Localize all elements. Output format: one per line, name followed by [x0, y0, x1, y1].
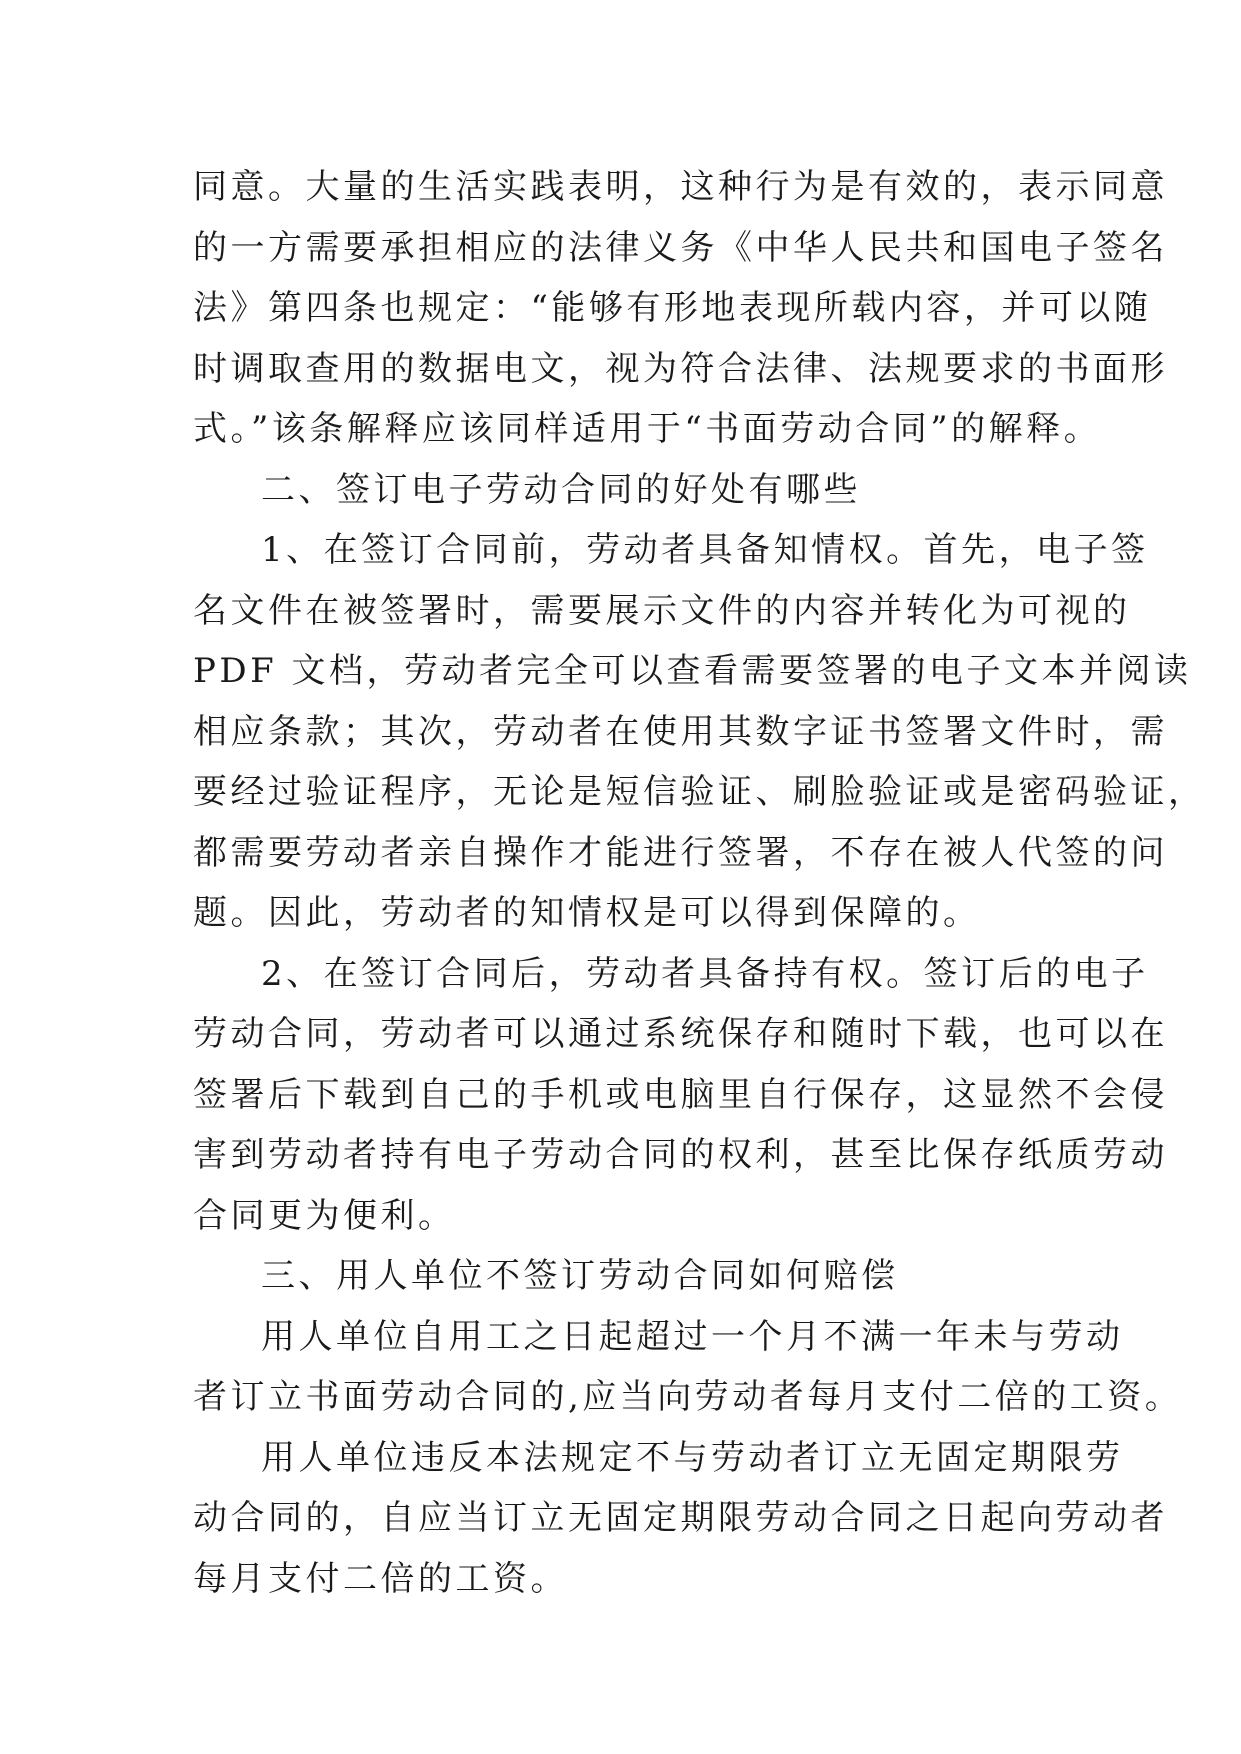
- text-line: 同意。大量的生活实践表明，这种行为是有效的，表示同意: [193, 167, 1168, 207]
- text-line: 式。”该条解释应该同样适用于“书面劳动合同”的解释。: [193, 409, 1102, 449]
- text-line: 相应条款；其次，劳动者在使用其数字证书签署文件时，需: [193, 711, 1168, 752]
- text-line: 法》第四条也规定：“能够有形地表现所载内容，并可以随: [193, 288, 1152, 328]
- text-line: 用人单位违反本法规定不与劳动者订立无固定期限劳: [261, 1437, 1124, 1478]
- text-line: 都需要劳动者亲自操作才能进行签署，不存在被人代签的问: [193, 832, 1168, 873]
- text-line: 签署后下载到自己的手机或电脑里自行保存，这显然不会侵: [193, 1074, 1168, 1115]
- text-line: 动合同的，自应当订立无固定期限劳动合同之日起向劳动者: [193, 1498, 1168, 1538]
- text-line: 用人单位自用工之日起超过一个月不满一年未与劳动: [261, 1316, 1124, 1357]
- text-line: 劳动合同，劳动者可以通过系统保存和随时下载，也可以在: [193, 1014, 1168, 1054]
- text-line: 二、签订电子劳动合同的好处有哪些: [261, 469, 861, 510]
- body-text: [193, 157, 1206, 1609]
- text-line: 三、用人单位不签订劳动合同如何赔偿: [261, 1256, 899, 1296]
- text-line: 要经过验证程序，无论是短信验证、刷脸验证或是密码验证，: [193, 772, 1206, 812]
- text-line: 者订立书面劳动合同的,应当向劳动者每月支付二倍的工资。: [193, 1377, 1183, 1417]
- text-line: 题。因此，劳动者的知情权是可以得到保障的。: [193, 893, 981, 933]
- text-line: 2、在签订合同后，劳动者具备持有权。签订后的电子: [261, 953, 1149, 994]
- text-line: 时调取查用的数据电文，视为符合法律、法规要求的书面形: [193, 348, 1168, 389]
- text-line: 名文件在被签署时，需要展示文件的内容并转化为可视的: [193, 590, 1131, 631]
- text-line: 1、在签订合同前，劳动者具备知情权。首先，电子签: [261, 530, 1149, 570]
- text-line: 合同更为便利。: [193, 1195, 456, 1236]
- text-line: PDF 文档，劳动者完全可以查看需要签署的电子文本并阅读: [193, 651, 1192, 691]
- text-line: 的一方需要承担相应的法律义务《中华人民共和国电子签名: [193, 227, 1168, 268]
- text-line: 害到劳动者持有电子劳动合同的权利，甚至比保存纸质劳动: [193, 1135, 1168, 1175]
- text-line: 每月支付二倍的工资。: [193, 1558, 568, 1599]
